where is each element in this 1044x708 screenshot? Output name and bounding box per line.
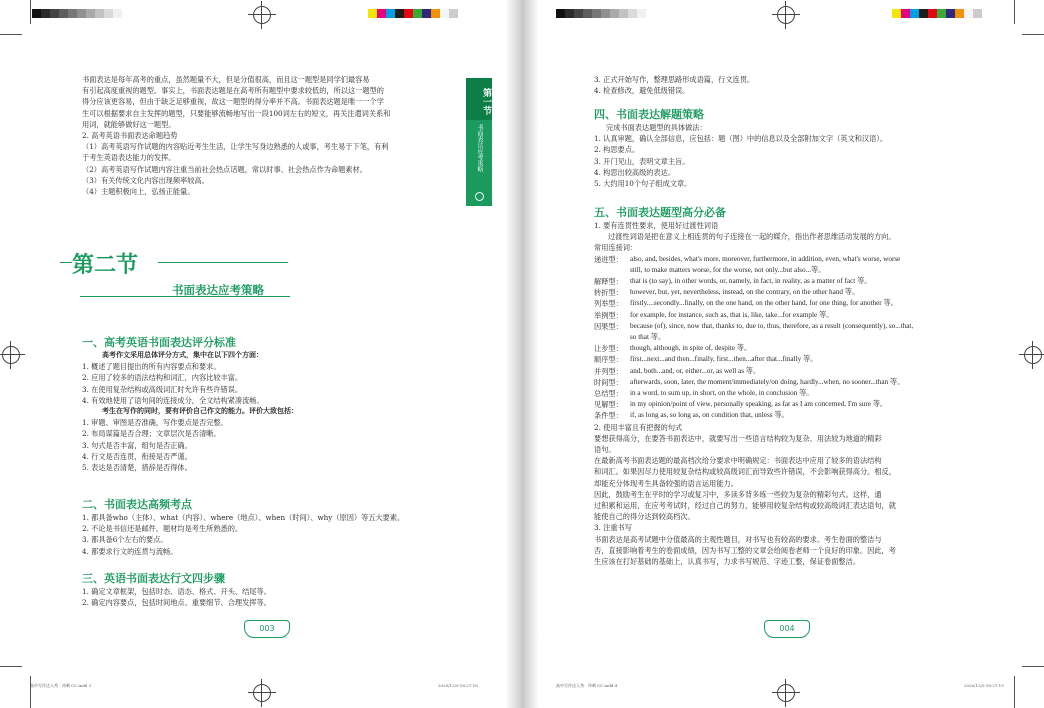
connector-row [594, 276, 994, 287]
heading-scoring-criteria: 一、高考英语书面表达评分标准 [82, 336, 236, 349]
calibration-swatch [610, 9, 619, 18]
section-rule [60, 262, 72, 263]
calibration-swatch [910, 9, 919, 18]
crop-mark [1014, 676, 1015, 708]
registration-mark [253, 6, 271, 24]
calibration-swatch [95, 9, 104, 18]
connector-examples: first...next...and then...finally, first...then...after that...finally 等。 [630, 355, 818, 364]
calibration-swatch [628, 9, 637, 18]
calibration-swatch [104, 9, 113, 18]
connector-examples: firstly....secondly...finally, on the one hand, on the other hand, for one thing, for another 等。 [630, 299, 898, 308]
connector-type: 让步型： [594, 344, 623, 354]
calibration-swatch [86, 9, 95, 18]
calibration-swatch [946, 9, 955, 18]
registration-mark [777, 6, 795, 24]
color-calibration-bar [368, 9, 458, 18]
calibration-swatch [892, 9, 901, 18]
calibration-swatch [637, 9, 646, 18]
connector-row [594, 310, 994, 321]
calibration-swatch [50, 9, 59, 18]
heading-strategy: 四、书面表达解题策略 [594, 108, 704, 121]
scoring-criteria-body: 高考作文采用总体评分方式，集中在以下四个方面： 1. 概述了题目提出的所有内容要点和要求。 2. 应用了较多的语法结构和词汇，内容比较丰富。 3. 在使用复杂结构或高级词汇时允许有些许错误。 4. 有效地使用了语句间的连接成分，全文结构紧凑流畅。 考生在写作的同时，要有评价自己作文的能力。评价大致包括： 1. 审题、审图是否准确，写作要点是否完整。 2. 布局谋篇是否合理；文章层次是否清晰。 3. 句式是否丰富，组句是否正确。 4. 行文是否连贯，衔接是否严谨。 5. 表达是否清楚，措辞是否得体。 [82, 351, 298, 473]
calibration-swatch [583, 9, 592, 18]
connector-row [594, 254, 994, 265]
connector-type: 因果型： [594, 321, 623, 331]
registration-mark [777, 684, 795, 702]
book-gutter-shadow [505, 0, 539, 708]
footer-file: 高中写作达人秀 · 冲刺·CC.indd 3 [30, 683, 92, 688]
connector-type: 列举型： [594, 299, 623, 309]
connector-examples: also, and, besides, what's more, moreover, furthermore, in addition, even, what's worse, worse [630, 254, 901, 263]
connector-row [594, 343, 994, 354]
connector-examples: in a word, to sum up, in short, on the whole, in conclusion 等。 [630, 389, 814, 398]
connector-examples: and, both...and, or, either...or, as well as 等。 [630, 366, 761, 375]
calibration-swatch [919, 9, 928, 18]
connector-examples: afterwards, soon, later, the moment/immediately/on doing, hardly...when, no sooner...than 等。 [630, 377, 905, 386]
connector-row [594, 354, 994, 365]
connector-type: 举例型： [594, 310, 623, 320]
connector-type: 递进型： [594, 254, 623, 264]
intro-paragraph: 书面表达是每年高考的重点，虽然题量不大，但是分值很高，而且这一题型是同学们最容易 有引起高度重视的题型。事实上，书面表达题是在高考所有题型中要求较低的，所以这一题型的 得分应该更容易，但由于缺乏足够重视，故这一题型的得分率并不高。书面表达题是唯一一个学 生可以根据要求自主发挥的题型，只要能够流畅地写出一段100词左右的短文，再关注遣词关系和 用词，就能够做好这一题型。 2. 高考英语书面表达命题趋势 （1）高考英语写作试题的内容贴近考生生活，让学生写身边熟悉的人或事，考生易于下笔，有利 于考生英语表达能力的发挥。 （2）高考英语写作试题内容注重当前社会热点话题，常以时事、社会热点作为命题素材。 （3）有关传统文化内容出现频率较高。 （4）主题积极向上，弘扬正能量。 [82, 75, 391, 197]
grayscale-calibration-bar [556, 9, 646, 18]
calibration-swatch [619, 9, 628, 18]
registration-mark [253, 684, 271, 702]
side-tab [466, 78, 492, 206]
calibration-swatch [386, 9, 395, 18]
calibration-swatch [601, 9, 610, 18]
connector-type: 并列型： [594, 366, 623, 376]
calibration-swatch [422, 9, 431, 18]
connector-type: 顺序型： [594, 355, 623, 365]
registration-mark [2, 346, 20, 364]
footer-timestamp: 2020/12/9 18:27:19 [964, 683, 1004, 688]
calibration-swatch [77, 9, 86, 18]
calibration-swatch [440, 9, 449, 18]
connector-type [594, 332, 630, 343]
connector-type: 见解型： [594, 400, 623, 410]
connector-examples: because (of), since, now that, thanks to, due to, thus, therefore, as a result (consequently), so...that, [630, 321, 914, 330]
calibration-swatch [955, 9, 964, 18]
calibration-swatch [32, 9, 41, 18]
connector-row [594, 298, 994, 309]
calibration-swatch [574, 9, 583, 18]
connector-examples: still, to make matters worse, for the worse, not only...but also...等。 [630, 265, 826, 274]
side-tab-label: 书面表达应考策略 [476, 124, 483, 172]
color-calibration-bar [892, 9, 982, 18]
frequent-topics-list: 1. 都具备who（主体）、what（内容）、where（地点）、when（时间）、why（原因）等五大要素。 2. 不论是书信还是邮件，题材均是考生所熟悉的。 3. 都具备6个左右的要点。 4. 都要求行文的连贯与流畅。 [82, 513, 405, 556]
connector-row [594, 377, 994, 388]
calibration-swatch [413, 9, 422, 18]
registration-mark [1024, 346, 1042, 364]
page-number: 004 [764, 618, 810, 640]
calibration-swatch [68, 9, 77, 18]
calibration-swatch [377, 9, 386, 18]
high-score-body: 1. 要有连贯性要求，使用好过渡性词语 过渡性词语是把在意义上相连贯的句子连接在一起的媒介，指出作者思维活动发展的方向。 常用连接词： 递进型： also, and, besides, what's more, moreover, furthermore, in addition, even, what's worse, worse still, to make matters worse, for the worse, not only...but also...等。 解释型： that is (to say), in other words, or, namely, in fact, in reality, as a matter of fact 等。 转折型： however, but, yet, nevertheless, instead, on the contrary, on the other hand 等。 列举型： firstly....secondly...finally, on the one hand, on the other hand, for one thing, for another 等。 举例型： for example, for instance, such as, that is, like, take...for example 等。 因果型： because (of), since, now that, thanks to, due to, thus, therefore, as a result (consequently), so...that, so that 等。 让步型： though, although, in spite of, despite 等。 顺序型： first...next...and then...finally, first...then...after that...finally 等。 并列型： and, both...and, or, either...or, as well as 等。 时间型： afterwards, soon, later, the moment/immediately/on doing, hardly...when, no sooner...than 等。 总结型： in a word, to sum up, in short, on the whole, in conclusion 等。 见解型： in my opinion/point of view, personally speaking, as far as I am concerned, I'm sure 等。 条件型： if, as long as, so long as, on condition that, unless 等。 2. 使用丰富且有把握的句式 要想获得高分，在要答书面表达中，就要写出一些语言结构较为复杂、用法较为地道的精彩 语句。 在最新高考书面表达题的最高档次给分要求中明确规定：书面表达中应用了较多的语法结构 和词汇。如果因尽力使用较复杂结构或较高级词汇而导致些许错误，不会影响获得高分。相反， 却能充分体现考生具备较强的语言运用能力。 因此，鼓励考生在平时的学习或复习中，多读多背多练一些较为复杂的精彩句式。这样，通 过积累和运用，在应考考试时，经过自己的努力，能够用较复杂结构或较高级词汇表达语句，就 能使自己的得分达到较高档次。 3. 注重书写 书面表达是高考试题中分值最高的主观性题目，对书写也有较高的要求。考生卷面的整洁与 否，直接影响着考生的卷面成绩，因为书写工整的文章会给阅卷老师一个良好的印象。因此，考 生应该在打好基础的基础上，认真书写，力求书写规范、字迹工整，保证卷面整洁。 [594, 220, 994, 567]
section-title: 第二节 [72, 252, 139, 278]
crop-mark [1022, 666, 1044, 667]
connector-examples: that is (to say), in other words, or, namely, in fact, in reality, as a matter of fact 等。 [630, 277, 872, 286]
connector-row [594, 366, 994, 377]
footer-file: 高中写作达人秀 · 冲刺·CC.indd 4 [556, 683, 618, 688]
connector-row [594, 321, 994, 332]
connector-type: 转折型： [594, 288, 623, 298]
calibration-swatch [431, 9, 440, 18]
side-tab-section: 第一节 [466, 78, 492, 120]
crop-mark [30, 676, 31, 708]
calibration-swatch [928, 9, 937, 18]
connectors-list [594, 254, 994, 422]
connector-row [594, 388, 994, 399]
connector-type: 时间型： [594, 377, 623, 387]
calibration-swatch [964, 9, 973, 18]
connector-examples: however, but, yet, nevertheless, instead, on the contrary, on the other hand 等。 [630, 288, 860, 297]
right-page [522, 0, 1044, 708]
heading-frequent-topics: 二、书面表达高频考点 [82, 498, 192, 511]
calibration-swatch [59, 9, 68, 18]
calibration-swatch [556, 9, 565, 18]
four-steps-list: 1. 确定文章框架，包括时态、语态、格式、开头、结尾等。 2. 确定内容要点，包括时间地点、重要细节、合理发挥等。 [82, 587, 271, 608]
calibration-swatch [973, 9, 982, 18]
section-rule [158, 262, 288, 263]
heading-high-score: 五、书面表达题型高分必备 [594, 206, 726, 219]
steps-continued: 3. 正式开始写作，整理思路形成语篇，行文连贯。 4. 检查修改，避免低级错误。 [594, 75, 755, 96]
crop-mark [1014, 0, 1015, 24]
calibration-swatch [113, 9, 122, 18]
connector-row [594, 265, 994, 276]
connector-type: 条件型： [594, 411, 623, 421]
crop-mark [30, 0, 31, 24]
page-number: 003 [244, 618, 290, 640]
calibration-swatch [41, 9, 50, 18]
connector-examples: if, as long as, so long as, on condition that, unless 等。 [630, 411, 789, 420]
connector-row [594, 287, 994, 298]
connector-row [594, 410, 994, 421]
calibration-swatch [937, 9, 946, 18]
grayscale-calibration-bar [32, 9, 122, 18]
section-subtitle: 书面表达应考策略 [172, 283, 264, 297]
footer-timestamp: 2020/12/9 18:27:18 [438, 683, 478, 688]
calibration-swatch [592, 9, 601, 18]
connector-type [594, 265, 630, 276]
crop-mark [0, 34, 22, 35]
strategy-list: 完成书面表达题型的具体做法： 1. 认真审题，确认全部信息，应包括：题（图）中的信息以及全部附加文字（英文和汉语）。 2. 构思要点。 3. 开门见山，表明文章主旨。 4. 构思出较高级的表达。 5. 大约用10个句子组成文章。 [594, 123, 888, 189]
connector-type: 总结型： [594, 389, 623, 399]
calibration-swatch [395, 9, 404, 18]
crop-mark [1022, 34, 1044, 35]
ring-icon [475, 192, 484, 201]
connector-examples: so that 等。 [630, 333, 666, 342]
connector-row [594, 399, 994, 410]
connector-examples: for example, for instance, such as, that is, like, take...for example 等。 [630, 310, 834, 319]
calibration-swatch [565, 9, 574, 18]
crop-mark [0, 666, 22, 667]
heading-four-steps: 三、英语书面表达行文四步骤 [82, 572, 225, 585]
calibration-swatch [449, 9, 458, 18]
connector-examples: though, although, in spite of, despite 等。 [630, 344, 752, 353]
connector-row [594, 332, 994, 343]
connector-examples: in my opinion/point of view, personally speaking, as far as I am concerned, I'm sure 等。 [630, 400, 888, 409]
calibration-swatch [901, 9, 910, 18]
connector-type: 解释型： [594, 277, 623, 287]
calibration-swatch [404, 9, 413, 18]
calibration-swatch [368, 9, 377, 18]
